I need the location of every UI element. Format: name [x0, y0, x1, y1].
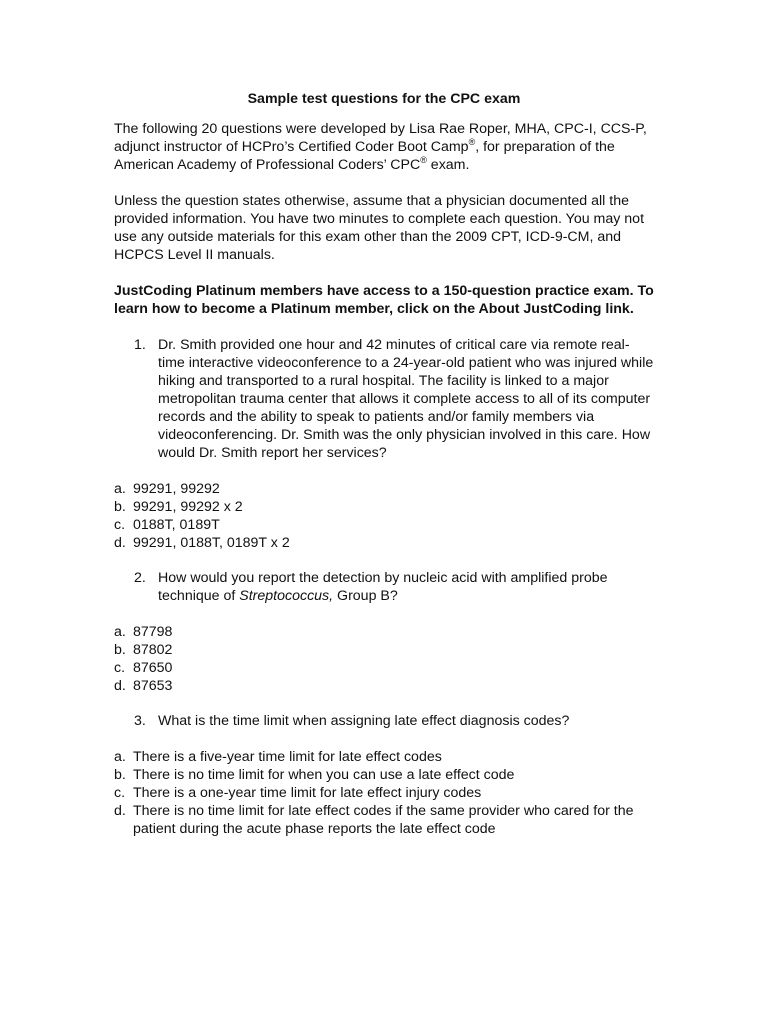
answer-choices-1 — [114, 480, 654, 552]
answer-choice — [114, 766, 654, 784]
choice-letter: a. — [114, 624, 126, 640]
choice-letter: d. — [114, 535, 126, 551]
choice-text: 99291, 99292 — [133, 481, 220, 497]
answer-choice — [114, 659, 654, 677]
choice-text: 87653 — [133, 678, 173, 694]
answer-choices-2 — [114, 623, 654, 695]
answer-choice — [114, 623, 654, 641]
choice-letter: d. — [114, 803, 126, 819]
choice-letter: b. — [114, 499, 126, 515]
intro-text-3: exam. — [426, 157, 470, 173]
question-3 — [114, 712, 654, 730]
choice-letter: a. — [114, 481, 126, 497]
choice-text: There is a five-year time limit for late effect codes — [133, 749, 442, 765]
choice-text: There is a one-year time limit for late effect injury codes — [133, 785, 482, 801]
answer-choice — [114, 498, 654, 516]
intro-paragraph — [114, 120, 654, 174]
answer-choice — [114, 802, 654, 838]
question-text: How would you report the detection by nucleic acid with amplified probe technique of Streptococcus, Group B? — [158, 570, 608, 604]
choice-letter: a. — [114, 749, 126, 765]
choice-text: 0188T, 0189T — [133, 517, 220, 533]
answer-choices-3 — [114, 748, 654, 838]
question-number: 1. — [134, 337, 146, 353]
choice-text: 87650 — [133, 660, 173, 676]
organism-name: Streptococcus, — [239, 588, 334, 604]
choice-text: There is no time limit for late effect codes if the same provider who cared for the patient during the acute phase reports the late effect code — [133, 803, 634, 837]
answer-choice — [114, 480, 654, 498]
instructions-paragraph: Unless the question states otherwise, assume that a physician documented all the provided information. You have two minutes to complete each question. You may not use any outside materials for this exam other than the 2009 CPT, ICD-9-CM, and HCPCS Level II manuals. — [114, 193, 645, 263]
intro-text-2: , for preparation of the American Academy of Professional Coders’ CPC — [114, 139, 615, 173]
question-2 — [114, 569, 654, 605]
choice-text: 99291, 99292 x 2 — [133, 499, 243, 515]
answer-choice — [114, 677, 654, 695]
question-text: Dr. Smith provided one hour and 42 minutes of critical care via remote real-time interactive videoconference to a 24-year-old patient who was injured while hiking and transported to a rural hospital. The facility is linked to a major metropolitan trauma center that allows it complete access to all of its computer records and the ability to speak to patients and/or family members via videoconferencing. Dr. Smith was the only physician involved in this care. How would Dr. Smith report her services? — [158, 337, 654, 461]
choice-letter: d. — [114, 678, 126, 694]
question-text: What is the time limit when assigning late effect diagnosis codes? — [158, 713, 570, 729]
answer-choice — [114, 516, 654, 534]
choice-letter: c. — [114, 660, 126, 676]
choice-text: 87802 — [133, 642, 173, 658]
choice-letter: c. — [114, 517, 126, 533]
question-number: 3. — [134, 713, 146, 729]
document-title: Sample test questions for the CPC exam — [247, 91, 521, 107]
question-number: 2. — [134, 570, 146, 586]
choice-text: 99291, 0188T, 0189T x 2 — [133, 535, 290, 551]
registered-mark: ® — [468, 137, 476, 147]
intro-text-1: The following 20 questions were developed by Lisa Rae Roper, MHA, CPC-I, CCS-P, adjunct instructor of HCPro’s Certified Coder Boot Camp — [114, 121, 647, 155]
answer-choice — [114, 641, 654, 659]
answer-choice — [114, 784, 654, 802]
choice-letter: c. — [114, 785, 126, 801]
document-page — [114, 90, 654, 855]
choice-letter: b. — [114, 767, 126, 783]
choice-letter: b. — [114, 642, 126, 658]
answer-choice — [114, 534, 654, 552]
registered-mark: ® — [420, 155, 427, 165]
choice-text: There is no time limit for when you can use a late effect code — [133, 767, 515, 783]
question-1 — [114, 336, 654, 462]
answer-choice — [114, 748, 654, 766]
choice-text: 87798 — [133, 624, 173, 640]
promo-paragraph: JustCoding Platinum members have access to a 150-question practice exam. To learn how to become a Platinum member, click on the About JustCoding link. — [114, 283, 654, 317]
